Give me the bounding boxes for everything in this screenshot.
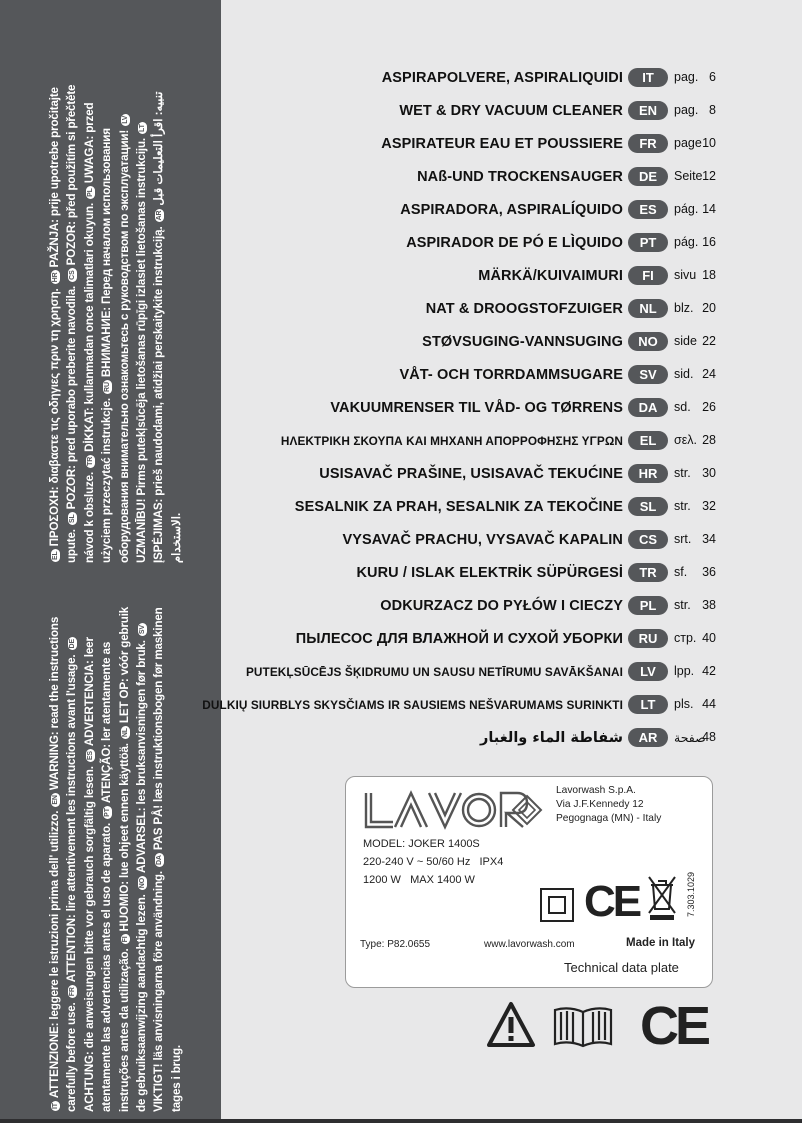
warning-flag-cs: CS	[69, 270, 77, 280]
index-row-da	[0, 397, 802, 419]
warning-flag-nl: NL	[121, 728, 129, 738]
warning-text-ar: تنبيه: اقرأ التعليمات قبل الاستخدام.	[152, 91, 183, 563]
warning-text-fr: ATTENTION: lire attentivement les instructions avant l'usage.	[65, 654, 79, 983]
language-badge: SL	[628, 497, 668, 516]
index-title: STØVSUGING-VANNSUGING	[422, 334, 623, 350]
page-number: 32	[702, 499, 716, 513]
index-row-pl	[0, 595, 802, 617]
page-label: صفحة	[674, 731, 706, 745]
page-number: 12	[702, 169, 716, 183]
index-row-sv	[0, 364, 802, 386]
page-number: 30	[702, 466, 716, 480]
language-badge: IT	[628, 68, 668, 87]
page-label: sid.	[674, 367, 694, 381]
warning-flag-sv: SV	[139, 625, 147, 635]
ip-rating: IPX4	[479, 856, 504, 868]
index-title: ASPIRADOR DE PÓ E LÌQUIDO	[406, 235, 623, 251]
page-number: 38	[702, 598, 716, 612]
index-row-no	[0, 331, 802, 353]
index-row-ru	[0, 628, 802, 650]
language-badge: LT	[628, 695, 668, 714]
footer-ce-mark-icon: CE	[640, 996, 708, 1056]
warning-text-it: ATTENZIONE: leggere le istruzioni prima dell' utilizzo.	[48, 810, 61, 1099]
type-number: Type: P82.0655	[360, 939, 431, 950]
warning-text-pl: UWAGA: przed użyciem przeczytać instrukcje.	[82, 102, 114, 563]
index-title: MÄRKÄ/KUIVAIMURI	[478, 268, 623, 284]
index-title: ODKURZACZ DO PYŁÓW I CIECZY	[380, 598, 623, 614]
language-badge: EL	[628, 431, 668, 450]
maker-name: Lavorwash S.p.A.	[556, 785, 636, 796]
index-title: KURU / ISLAK ELEKTRİK SÜPÜRGESİ	[356, 565, 623, 581]
page-label: стр.	[674, 631, 697, 645]
index-row-fi	[0, 265, 802, 287]
warning-text-sl: POZOR: pred uporabo preberite navodila.	[65, 285, 79, 510]
index-title: DULKIŲ SIURBLYS SKYSČIAMS IR SAUSIEMS NEŠVARUMAMS SURINKTI	[202, 698, 623, 712]
page-number: 22	[702, 334, 716, 348]
lavor-logo	[363, 789, 547, 833]
warning-text-en: WARNING: read the instructions carefully before use.	[48, 616, 79, 1112]
warning-flag-it: IT	[52, 1103, 59, 1109]
warning-flag-de: DE	[69, 639, 77, 649]
warning-text-nl: LET OP: vóór gebruik de gebruiksaanwijzing aandachtig lezen.	[117, 606, 149, 1112]
warning-text-no: ADVARSEL: les bruksanvisningen før bruk.	[135, 640, 149, 873]
double-insulation-icon	[539, 887, 575, 923]
warning-text-da: PAS PÅ! læs instruktionsbogen før maskinen tages i brug.	[152, 607, 183, 1112]
plate-caption: Technical data plate	[564, 960, 679, 975]
language-badge: PL	[628, 596, 668, 615]
index-row-tr	[0, 562, 802, 584]
warning-flag-lv: LV	[121, 115, 129, 124]
page-label: side	[674, 334, 697, 348]
warning-triangle-icon	[486, 1001, 536, 1049]
language-badge: SV	[628, 365, 668, 384]
page-number: 48	[702, 730, 716, 744]
technical-data-plate	[345, 776, 713, 988]
warning-flag-sl: SL	[69, 514, 77, 524]
page-label: pág.	[674, 235, 699, 249]
index-title: PUTEKĻSŪCĒJS ŠĶIDRUMU UN SAUSU NETĪRUMU SAVĀKŠANAI	[245, 665, 623, 679]
page-label: page	[674, 136, 702, 150]
index-title: ПЫЛЕСОС ДЛЯ ВЛАЖНОЙ И СУХОЙ УБОРКИ	[295, 631, 623, 647]
page-label: str.	[674, 598, 691, 612]
ce-mark-icon: CE	[584, 877, 640, 926]
page-number: 44	[702, 697, 716, 711]
warning-text-hr: PAŽNJA: prije upotrebe pročitajte upute.	[48, 87, 79, 563]
page-label: blz.	[674, 301, 694, 315]
voltage: 220-240 V ~ 50/60 Hz	[363, 856, 471, 868]
index-row-el	[0, 430, 802, 452]
index-row-de	[0, 166, 802, 188]
page-label: pág.	[674, 202, 699, 216]
warning-text-lv: UZMANĪBU! Pirms putekļsūcēja lietošanas rūpīgi izlasiet lietošanas instrukciju.	[135, 138, 149, 563]
warning-flag-en: EN	[52, 795, 59, 805]
warning-flag-lt: LT	[139, 124, 147, 132]
page-number: 6	[709, 70, 716, 84]
page-label: pls.	[674, 697, 694, 711]
language-badge: EN	[628, 101, 668, 120]
warning-flag-hr: HR	[52, 272, 59, 283]
warning-flag-el: EL	[52, 551, 59, 560]
index-title: VAKUUMRENSER TIL VÅD- OG TØRRENS	[330, 400, 623, 416]
warning-text-cs: POZOR: před použitím si přečtěte návod k obsluze.	[65, 84, 96, 563]
index-row-ar	[0, 727, 802, 749]
page-label: pag.	[674, 70, 699, 84]
warning-text-pt: ATENÇÃO: ler atentamente as instruções antes da utilização.	[100, 641, 131, 1112]
page-label: lpp.	[674, 664, 695, 678]
index-title: ASPIRADORA, ASPIRALÍQUIDO	[400, 202, 623, 218]
language-badge: TR	[628, 563, 668, 582]
page-number: 28	[702, 433, 716, 447]
read-manual-icon	[551, 1004, 615, 1048]
index-row-en	[0, 100, 802, 122]
warning-text-fi: HUOMIO: lue ohjeet ennen käyttöä.	[117, 743, 131, 932]
page-label: sd.	[674, 400, 691, 414]
manufacturer-address	[556, 784, 661, 826]
warning-text-ru: ВНИМАНИЕ: Перед началом использования оборудования внимательно ознакомьтесь с руководством по эксплуатации!	[100, 128, 131, 563]
index-title: NAß-UND TROCKENSAUGER	[417, 169, 623, 185]
index-title: ASPIRAPOLVERE, ASPIRALIQUIDI	[381, 70, 623, 86]
website: www.lavorwash.com	[484, 939, 575, 950]
index-row-hr	[0, 463, 802, 485]
index-row-cs	[0, 529, 802, 551]
language-badge: HR	[628, 464, 668, 483]
page-label: sivu	[674, 268, 697, 282]
page-label: str.	[674, 499, 691, 513]
model-name: MODEL: JOKER 1400S	[363, 838, 480, 850]
page-label: str.	[674, 466, 691, 480]
warning-text-sv: VIKTIGT! läs anvisningarna före användning.	[152, 871, 166, 1112]
power: 1200 W	[363, 874, 401, 886]
warning-text-el: ΠΡΟΣΟΧΗ: διαβαστε τις οδηγιες πριν τη χρηση.	[48, 288, 61, 547]
warning-flag-pl: PL	[86, 188, 94, 197]
index-row-pt	[0, 232, 802, 254]
language-badge: NO	[628, 332, 668, 351]
model-specs	[363, 835, 503, 889]
index-title: WET & DRY VACUUM CLEANER	[399, 103, 623, 119]
index-row-es	[0, 199, 802, 221]
page-label: srt.	[674, 532, 692, 546]
language-badge: FR	[628, 134, 668, 153]
page-number: 18	[702, 268, 716, 282]
page-number: 20	[702, 301, 716, 315]
weee-bin-icon	[646, 873, 678, 921]
index-title: SESALNIK ZA PRAH, SESALNIK ZA TEKOČINE	[294, 499, 623, 515]
warning-flag-da: DA	[156, 855, 164, 865]
index-row-fr	[0, 133, 802, 155]
page-number: 16	[702, 235, 716, 249]
index-title: ASPIRATEUR EAU ET POUSSIERE	[381, 136, 623, 152]
warning-flag-pt: PT	[104, 808, 112, 817]
warning-text-es: ADVERTENCIA: leer atentamente las advertencias antes el uso de aparato.	[82, 637, 114, 1112]
max-power: MAX 1400 W	[410, 874, 475, 886]
index-title: شفاطة الماء والغبار	[479, 730, 623, 746]
page-number: 8	[709, 103, 716, 117]
index-row-sl	[0, 496, 802, 518]
bottom-rule	[0, 1119, 802, 1123]
index-row-nl	[0, 298, 802, 320]
page-number: 24	[702, 367, 716, 381]
warning-flag-fi: FI	[121, 936, 129, 943]
warning-flag-fr: FR	[69, 987, 77, 997]
language-badge: DE	[628, 167, 668, 186]
maker-city: Pegognaga (MN) - Italy	[556, 813, 662, 824]
warning-flag-no: NO	[139, 878, 147, 889]
page-number: 40	[702, 631, 716, 645]
warning-flag-es: ES	[86, 751, 94, 761]
language-badge: RU	[628, 629, 668, 648]
index-title: VÅT- OCH TORRDAMMSUGARE	[399, 367, 623, 383]
page-number: 34	[702, 532, 716, 546]
page-label: σελ.	[674, 433, 698, 447]
page-number: 42	[702, 664, 716, 678]
index-row-lv	[0, 661, 802, 683]
language-badge: ES	[628, 200, 668, 219]
page-label: sf.	[674, 565, 688, 579]
warning-flag-tr: TR	[86, 456, 94, 466]
index-title: ΗΛΕΚΤΡΙΚΗ ΣΚΟΥΠΑ ΚΑΙ ΜΗΧΑΝΗ ΑΠΟΡΡΟΦΗΣΗΣ ΥΓΡΩΝ	[280, 434, 623, 448]
maker-street: Via J.F.Kennedy 12	[556, 799, 644, 810]
page-number: 10	[702, 136, 716, 150]
warning-text-lt: ĮSPĖJIMAS: prieš naudodami, atidžiai perskaitykite instrukciją.	[152, 226, 166, 563]
page-number: 14	[702, 202, 716, 216]
language-badge: CS	[628, 530, 668, 549]
warning-text-de: ACHTUNG: die anweisungen bitte vor gebrauch sorgfältig lesen.	[82, 766, 96, 1112]
warning-flag-ru: RU	[104, 382, 112, 392]
index-title: USISAVAČ PRAŠINE, USISAVAČ TEKUĆINE	[319, 466, 623, 482]
language-badge: NL	[628, 299, 668, 318]
language-badge: PT	[628, 233, 668, 252]
index-title: VYSAVAČ PRACHU, VYSAVAČ KAPALIN	[342, 532, 623, 548]
index-row-lt	[0, 694, 802, 716]
plate-code: 7.303.1029	[686, 871, 696, 917]
made-in: Made in Italy	[626, 937, 696, 949]
warning-flag-ar: AR	[156, 210, 164, 221]
language-badge: FI	[628, 266, 668, 285]
language-badge: LV	[628, 662, 668, 681]
page-label: pag.	[674, 103, 699, 117]
warning-text-tr: DİKKAT: kullanmadan once talimatlari okuyun.	[82, 202, 96, 452]
page-number: 26	[702, 400, 716, 414]
language-badge: AR	[628, 728, 668, 747]
language-badge: DA	[628, 398, 668, 417]
index-row-it	[0, 67, 802, 89]
index-title: NAT & DROOGSTOFZUIGER	[425, 301, 623, 317]
page-label: Seite	[674, 169, 703, 183]
page-number: 36	[702, 565, 716, 579]
